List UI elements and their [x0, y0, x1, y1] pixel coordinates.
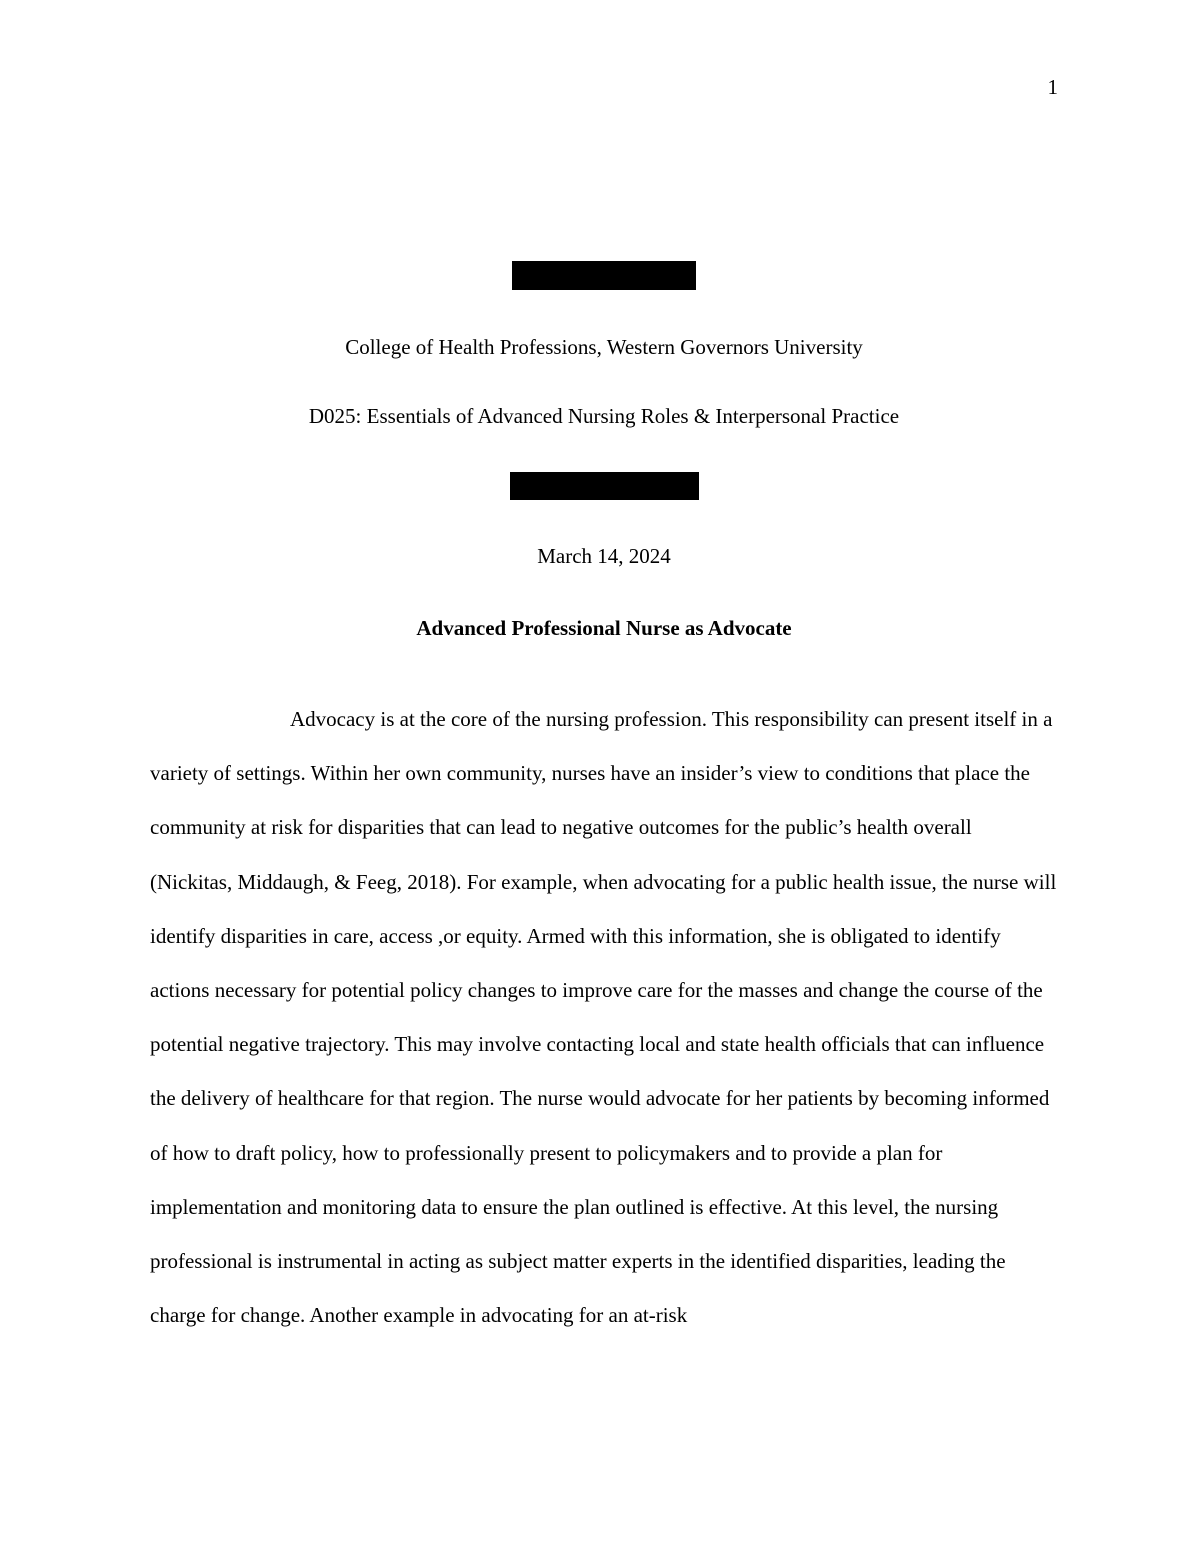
page-number: 1 [1047, 75, 1058, 99]
submission-date: March 14, 2024 [537, 544, 671, 568]
course-title: D025: Essentials of Advanced Nursing Roles & Interpersonal Practice [308, 404, 900, 428]
redacted-author-name [512, 261, 696, 290]
paper-heading: Advanced Professional Nurse as Advocate [416, 616, 792, 640]
college-name: College of Health Professions, Western Governors University [345, 335, 863, 359]
body-paragraph: Advocacy is at the core of the nursing profession. This responsibility can present itself in a variety of settings. Within her own community, nurses have an insider’s view to conditions that place the community at risk for disparities that can lead to negative outcomes for the public’s health overall (Nickitas, Middaugh, & Feeg, 2018). For example, when advocating for a public health issue, the nurse will identify disparities in care, access ,or equity. Armed with this information, she is obligated to identify actions necessary for potential policy changes to improve care for the masses and change the course of the potential negative trajectory. This may involve contacting local and state health officials that can influence the delivery of healthcare for that region. The nurse would advocate for her patients by becoming informed of how to draft policy, how to professionally present to policymakers and to provide a plan for implementation and monitoring data to ensure the plan outlined is effective. At this level, the nursing professional is instrumental in acting as subject matter experts in the identified disparities, leading the charge for change. Another example in advocating for an at-risk [150, 707, 1057, 1328]
redacted-instructor-name [510, 472, 699, 500]
